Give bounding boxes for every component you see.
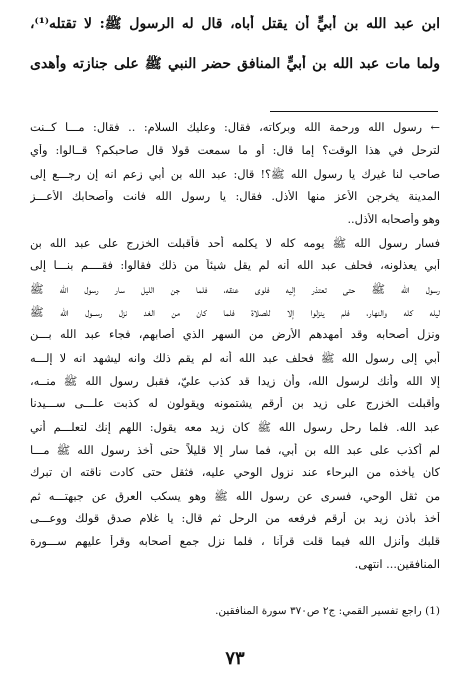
main-text-line: ابن عبد الله بن أبيٍّ أن يقتل أباه، قال له الرسول ﷺ: لا تقتله⁽¹⁾، <box>30 16 440 32</box>
quoted-text-line: ← رسول الله ورحمة الله وبركاته، فقال: وعليك السلام: .. فقال: مـــا كــنت <box>30 121 440 134</box>
main-text-line: ولما مات عبد الله بن أبيٍّ المنافق حضر النبي ﷺ على جنازته وأهدى <box>30 56 440 72</box>
quoted-text-line: المدينة يخرجن الأعز منها الأذل. فقال: يا رسول الله فانت وأصحابك الأعـــز <box>30 190 440 203</box>
quoted-text-line: رسول الله ﷺ حتى تعتذر إليه فلوى عنقه، فلما جن الليل سار رسول الله ﷺ <box>30 283 440 296</box>
quoted-text-line: لم أكذب على عبد الله بن أبي، فما سار إلا قليلاً حتى أخذ رسول الله ﷺ مـــا <box>30 444 440 457</box>
quoted-text-line: ونزل أصحابه وقد أمهدهم الأرض من السهر الذي أصابهم، فجاء عبد الله بـــن <box>30 328 440 341</box>
quoted-text-line: كان يأخذه من البرحاء عند نزول الوحي عليه، فثقل حتى كادت ناقته ان تبرك <box>30 466 440 479</box>
quoted-text-line: من ثقل الوحي، فسرى عن رسول الله ﷺ وهو يسكب العرق عن جبهتـــه ثم <box>30 490 440 503</box>
quoted-text-line: المنافقين... انتهى. <box>354 558 440 571</box>
quoted-text-line: عبد الله. فلما رحل رسول الله ﷺ كان زيد معه يقول: اللهم إنك لتعلـــم أني <box>30 421 440 434</box>
page-number: ٧٣ <box>225 648 245 669</box>
quoted-text-line: وهو وأصحابه الأذل.. <box>347 213 440 226</box>
quoted-text-line: فسار رسول الله ﷺ يومه كله لا يكلمه أحد فأقبلت الخزرج على عبد الله بن <box>30 237 440 250</box>
footnote: (1) راجع تفسير القمي: ج٢ ص٣٧٠ سورة المنافقين. <box>215 605 440 617</box>
quoted-text-line: لترحل في هذا الوقت؟ إما قال: أو ما سمعت قولا قال صاحبكم؟ قــالوا: وأي <box>30 144 440 157</box>
quoted-text-line: وأقبلت الخزرج على زيد بن أرقم يشتمونه ويقولون له كذبت علـــى ســـيدنا <box>30 397 440 410</box>
quoted-text-line: ليله كله والنهار، فلم ينزلوا إلا للصلاة فلما كان من الغد نزل رســول الله ﷺ <box>30 306 440 319</box>
quoted-text-line: أخذ بأذن زيد بن أرقم فرفعه من الرحل ثم قال: يا غلام صدق قولك ووعـــى <box>30 512 440 525</box>
quoted-text-line: صاحب لنا غيرك يا رسول الله ﷺ؟! قال: عبد الله بن أبي زعم انه إن رجـــع إلى <box>30 168 440 181</box>
quoted-text-line: إلا الله وأنك لرسول الله، وأن زيدا قد كذب عليّ، فقبل رسول الله ﷺ منــه، <box>30 375 440 388</box>
quoted-text-line: أبي يعذلونه، فحلف عبد الله أنه لم يقل شيئاً من ذلك فقالوا: فقــــم بنـــا إلى <box>30 259 440 272</box>
footnote-separator <box>270 111 438 112</box>
quoted-text-line: قلبك وأنزل الله فيما قلت قرآنا ، فلما نزل جمع أصحابه وقرأ عليهم ســـورة <box>30 535 440 548</box>
quoted-text-line: أبي إلى رسول الله ﷺ فحلف عبد الله أنه لم يقم ذلك وانه ليشهد انه لا إلـــه <box>30 352 440 365</box>
